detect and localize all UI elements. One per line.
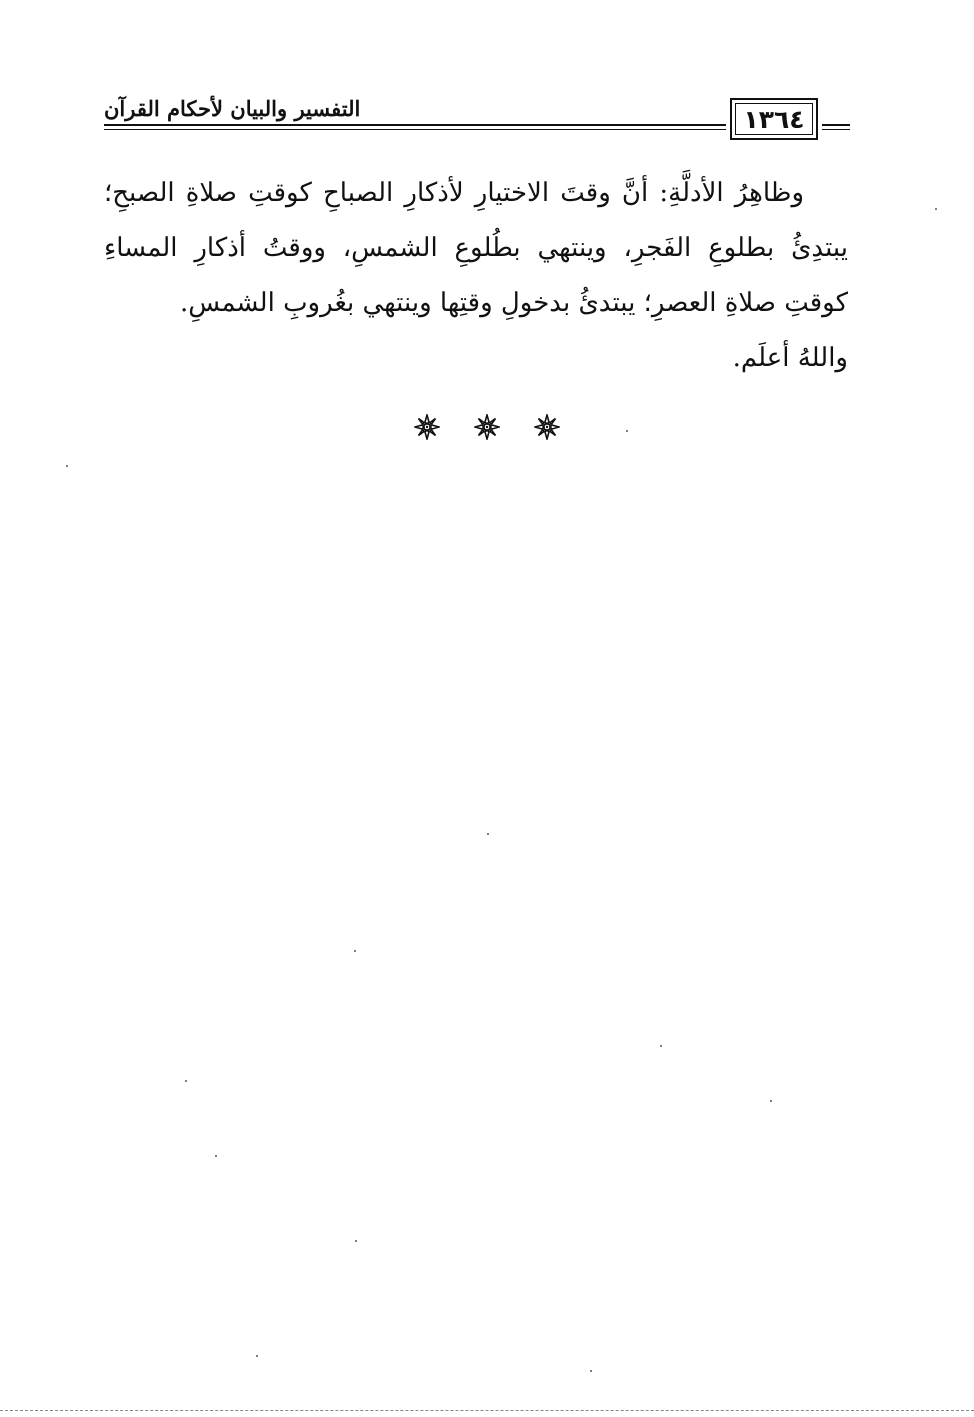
page-number-frame (730, 98, 818, 140)
scan-speck (66, 465, 68, 467)
scan-speck (626, 430, 628, 432)
floral-star-icon (414, 414, 440, 440)
scan-speck (660, 1045, 662, 1047)
scan-speck (935, 208, 937, 210)
scan-speck (770, 1100, 772, 1102)
scan-edge-line (0, 1410, 974, 1411)
scan-speck (256, 1355, 258, 1357)
scan-speck (354, 950, 356, 952)
section-divider-ornaments (0, 414, 974, 440)
scan-speck (487, 833, 489, 835)
closing-line: واللهُ أعلَم. (732, 343, 848, 373)
page-header (104, 92, 850, 150)
header-rule-right (822, 124, 850, 130)
body-text (104, 166, 848, 386)
scan-speck (355, 1240, 357, 1242)
header-rule-left (104, 124, 726, 130)
scan-speck (185, 1080, 187, 1082)
floral-star-icon (474, 414, 500, 440)
paragraph: وظاهِرُ الأدلَّةِ: أنَّ وقتَ الاختيارِ لأذكارِ الصباحِ كوقتِ صلاةِ الصبحِ؛ يبتدِئُ بطلوعِ الفَجرِ، وينتهي بطُلوعِ الشمسِ، ووقتُ أذكارِ المساءِ كوقتِ صلاةِ العصرِ؛ يبتدئُ بدخولِ وقتِها وينتهي بغُروبِ الشمسِ. (104, 178, 848, 318)
scan-speck (590, 1370, 592, 1372)
scan-speck (215, 1155, 217, 1157)
page-number: ١٣٦٤ (743, 104, 805, 134)
book-title: التفسير والبيان لأحكام القرآن (104, 96, 361, 121)
floral-star-icon (534, 414, 560, 440)
